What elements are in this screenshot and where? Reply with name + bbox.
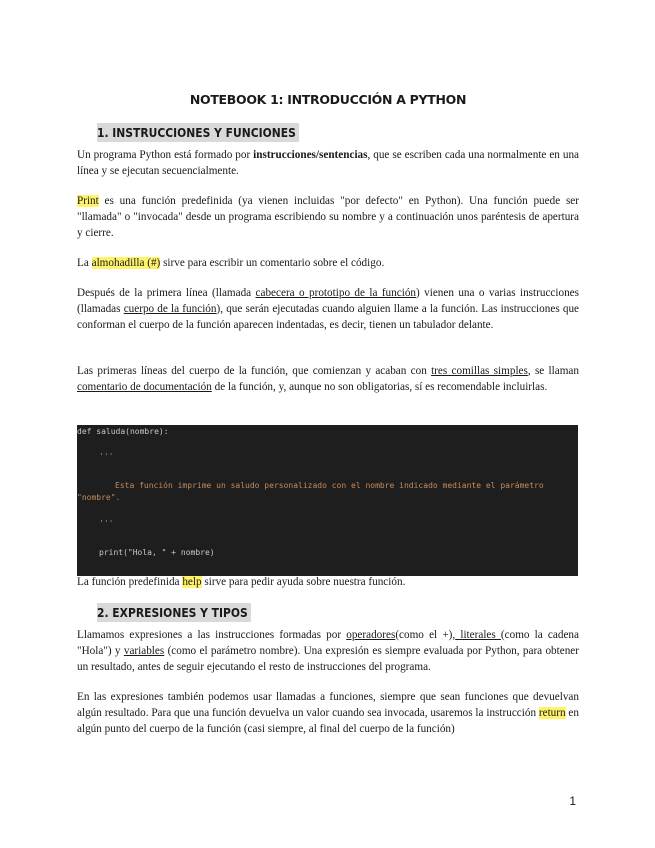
underlined-term: variables [123,644,165,657]
paragraph-1 [77,148,579,180]
underlined-term: operadores [346,629,396,641]
paragraph-8 [77,690,579,737]
paragraph-3 [77,256,579,272]
paragraph-5 [77,364,579,396]
text-run: en algún punto del cuerpo de la función (casi siempre, al final del cuerpo de la función) [77,706,579,735]
highlight-help: help [182,576,202,588]
underlined-term: cuerpo de la función [123,302,217,315]
code-line: "nombre". [77,493,121,502]
section-1-heading-text: 1. INSTRUCCIONES Y FUNCIONES [97,123,299,142]
text-run: Un programa Python está formado por [77,149,254,161]
text-run: La [77,257,92,269]
underlined-term: literales [455,629,501,641]
text-run: La función predefinida [77,576,183,588]
text-run: de la función, y, aunque no son obligatorias, sí es recomendable incluirlas. [211,380,548,393]
text-run: ) vienen una o varias instrucciones (llamadas [77,287,579,315]
underlined-term: comentario de documentación [77,380,212,393]
page-title: NOTEBOOK 1: INTRODUCCIÓN A PYTHON [189,92,467,107]
code-line: ''' [99,519,114,528]
highlight-almohadilla: almohadilla (#) [91,257,161,269]
underlined-term: tres comillas simples [431,365,528,377]
text-run: Después de la primera línea (llamada [77,287,256,299]
page-number: 1 [569,794,576,808]
underlined-term: cabecera o prototipo de la función [255,287,417,299]
code-block [77,425,578,576]
highlight-print: Print [77,195,99,207]
text-run: sirve para escribir un comentario sobre el código. [160,257,385,269]
text-run: , que se escriben cada una normalmente en una línea y se ejecutan secuencialmente. [77,149,580,177]
bold-term: instrucciones/sentencias [253,149,368,161]
text-run: En las expresiones también podemos usar llamadas a funciones, siempre que sean funciones que devuelvan algún resultado. Para que una función devuelva un valor cuando sea invocada, usaremos la instrucción [77,691,579,719]
paragraph-4 [77,286,579,333]
text-run: ), que serán ejecutadas cuando alguien llame a la función. Las instrucciones que conforman el cuerpo de la función aparecen indentadas, es decir, tienen un tabulador delante. [77,302,580,331]
text-run: (como el parámetro nombre). Una expresión es siempre evaluada por Python, para obtener un resultado, antes de seguir ejecutando el resto de instrucciones del programa. [77,644,580,673]
text-run: , se llaman [527,365,579,377]
paragraph-7 [77,628,579,675]
code-line: def saluda(nombre): [77,427,169,436]
code-line: print("Hola, " + nombre) [99,548,215,557]
highlight-return: return [538,706,566,719]
paragraph-6 [77,575,579,591]
text-run: Las primeras líneas del cuerpo de la función, que comienzan y acaban con [77,365,432,377]
paragraph-2 [77,194,579,241]
section-2-heading [97,605,251,620]
code-line: ''' [99,452,114,461]
text-run: Llamamos expresiones a las instrucciones formadas por [77,629,347,641]
text-run: es una función predefinida (ya vienen incluidas "por defecto" en Python). Una función puede ser "llamada" o "invocada" desde un programa escribiendo su nombre y a continuación unos paréntesis de apertura y cierre. [77,195,579,239]
code-line: Esta función imprime un saludo personalizado con el nombre indicado mediante el parámetro [115,481,544,490]
text-run: (como el +), [395,629,456,641]
section-1-heading [97,125,299,140]
section-2-heading-text: 2. EXPRESIONES Y TIPOS [97,603,251,622]
text-run: (como la cadena "Hola") y [77,629,579,657]
text-run: sirve para pedir ayuda sobre nuestra función. [201,576,406,588]
